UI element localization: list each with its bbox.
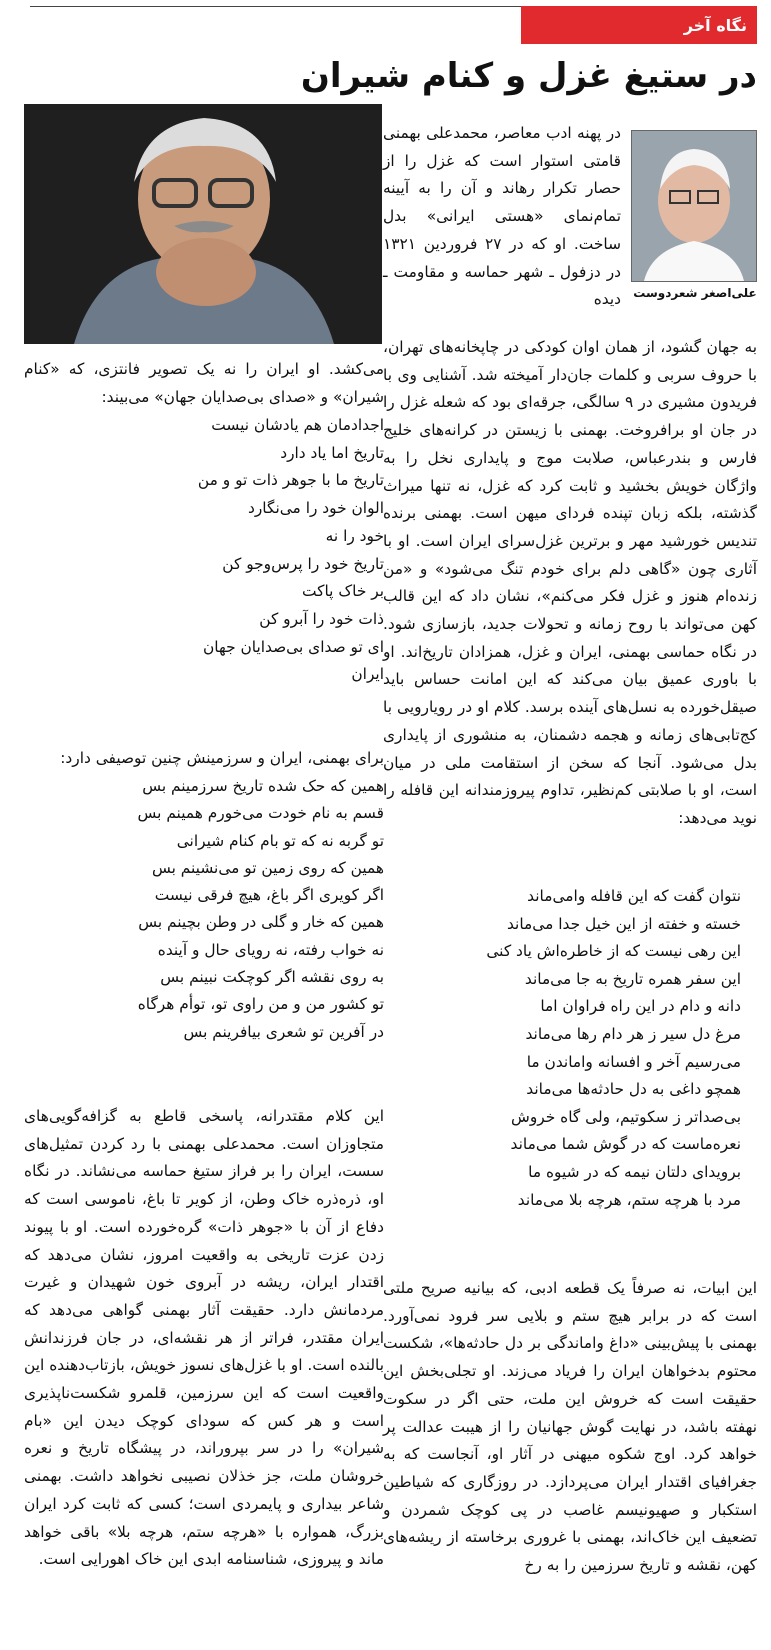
poem-line: قسم به نام خودت می‌خورم همینم بس <box>137 804 384 823</box>
article-text-left-intro: برای بهمنی، ایران و سرزمینش چنین توصیفی دارد: <box>60 749 384 767</box>
poem-line: تو گربه نه که تو بام کنام شیرانی <box>176 831 384 850</box>
author-photo <box>631 130 757 282</box>
article-text-left-top: می‌کشد. او ایران را نه یک تصویر فانتزی، که «کنام شیران» و «صدای بی‌صدایان جهان» می‌بیند: <box>24 360 384 406</box>
poem-line: دانه و دام در این راه فراوان اما <box>540 997 741 1016</box>
poet-portrait-photo <box>24 104 382 344</box>
poem-line: می‌رسیم آخر و افسانه واماندن ما <box>526 1052 741 1071</box>
poem-line: نتوان گفت که این قافله وامی‌ماند <box>527 887 741 905</box>
poem-line: خود را نه <box>325 526 384 545</box>
poem-left-second <box>24 773 384 1046</box>
poem-line: اجدادمان هم یادشان نیست <box>211 416 384 434</box>
poem-line: تاریخ ما با جوهر ذات تو و من <box>197 471 384 490</box>
author-name: علی‌اصغر شعردوست <box>633 286 757 300</box>
poem-line: این رهی نیست که از خاطره‌اش یاد کنی <box>486 942 741 961</box>
poem-line: بی‌صداتر ز سکوتیم، ولی گاه خروش <box>511 1107 741 1126</box>
poem-line: تو کشور من و من راوی تو، توأم هرگاه <box>137 995 384 1014</box>
article-text-left-end: این کلام مقتدرانه، پاسخی قاطع به گزافه‌گویی‌های متجاوزان است. محمدعلی بهمنی با رد کردن تمثیل‌های سست، ایران را بر فراز ستیغ حماسه می‌نشاند. در نگاه او، ذره‌ذره خاک وطن، از کویر تا باغ، ناموسی است که دفاع از آن با «جوهر ذات» گره‌خورده است. او با پیوند زدن عزت تاریخی به واقعیت امروز، نشان می‌دهد که اقتدار ایران، ریشه در آبروی خون شهیدان و غیرت مردمانش دارد. حقیقت آثار بهمنی گواهی می‌دهد که ایران مقتدر، فراتر از هر نقشه‌ای، در جان فرزندانش بالنده است. او با غزل‌های نسوز خویش، بازتاب‌دهنده این واقعیت است که این سرزمین، قلمرو شکست‌ناپذیری است و هر کس که سودای کوچک دیدن این «بام شیران» را در سر بپروراند، در پیشگاه تاریخ و نعره خروشان ملت، جز خذلان نصیبی نخواهد داشت. بهمنی شاعر بیداری و پایمردی است؛ کسی که ثابت کرد ایران بزرگ، همواره با «هرچه ستم، هرچه بلا» باقی خواهد ماند و پیروزی، شناسنامه ابدی این خاک اهورایی است. <box>24 1107 384 1569</box>
poem-line: همین که خار و گلی در وطن بچینم بس <box>138 913 384 932</box>
article-text-right-main: به جهان گشود، از همان اوان کودکی در چاپخانه‌های تهران، با حروف سربی و کلمات جان‌دار آمیخته شد. آشنایی وی با فریدون مشیری در ۹ سالگی، جرقه‌ای بود که شعله غزل را در جان او برافروخت. بهمنی با زیستن در کرانه‌های خلیج فارس و بندرعباس، صلابت موج و پایداری نخل را به واژگان خویش بخشید و ثابت کرد که غزل، نه تنها میراث گذشته، بلکه زبان تپنده فردای میهن است. بهمنی برنده تندیس خورشید مهر و برترین غزل‌سرای ایران است. او با آثاری چون «گاهی دلم برای خودم تنگ می‌شود» و «من زنده‌ام هنوز و غزل فکر می‌کنم»، نشان داد که این قالب کهن می‌تواند با روح زمانه و تحولات جدید، بازسازی شود. در نگاه حماسی بهمنی، ایران و غزل، همزادان تاریخ‌اند. او با باوری عمیق بیان می‌کند که این امانت حساس باید صیقل‌خورده به نسل‌های آینده برسد. کلام او در رویارویی با کج‌تابی‌های زمانه و هجمه دشمنان، به منشوری از پایداری بدل می‌شود. آنجا که سخن از استقامت ملی در میان است، او با صلابتی کم‌نظیر، تداوم پیروزمندانه این قافله را نوید می‌دهد: <box>383 338 757 827</box>
poem-line: ایران <box>351 665 384 684</box>
poem-line: تاریخ خود را پرس‌وجو کن <box>222 554 384 573</box>
headline: در ستیغ غزل و کنام شیران <box>300 56 757 96</box>
poem-line: الوان خود را می‌نگارد <box>247 499 384 518</box>
poem-line: تاریخ اما یاد دارد <box>280 443 384 462</box>
poem-line: اگر کویری اگر باغ، هیچ فرقی نیست <box>154 886 384 905</box>
poem-right-column <box>383 883 741 1214</box>
poem-line: ذات خود را آبرو کن <box>259 609 384 628</box>
poem-line: این سفر همره تاریخ به جا می‌ماند <box>524 969 741 988</box>
poem-line: در آفرین تو شعری بیافرینم بس <box>183 1022 384 1041</box>
article-text-right-end: این ابیات، نه صرفاً یک قطعه ادبی، که بیانیه صریح ملتی است که در برابر هیچ ستم و بلایی سر فرود نمی‌آورد. بهمنی با پیش‌بینی «داغ واماندگی بر دل حادثه‌ها»، شکست محتوم بدخواهان ایران را فریاد می‌زند. او تجلی‌بخش این حقیقت است که خروش این ملت، حتی اگر در سکوت نهفته باشد، در نهایت گوش جهانیان را از هیبت عدالت پر خواهد کرد. اوج شکوه میهنی در آثار او، آنجاست که به جغرافیای اقتدار ایران می‌پردازد. در روزگاری که شیاطین استکبار و صهیونیسم غاصب در پی کوچک شمردن و تضعیف این خاک‌اند، بهمنی با غروری برخاسته از ریشه‌های کهن، نقشه و تاریخ سرزمین را به رخ <box>383 1279 757 1575</box>
poem-line: همچو داغی به دل حادثه‌ها می‌ماند <box>526 1080 741 1099</box>
poem-line: برویدای دلتان نیمه که در شیوه ما <box>528 1162 741 1181</box>
poem-line: مرد با هرچه ستم، هرچه بلا می‌ماند <box>517 1190 741 1209</box>
poem-left-first <box>24 412 384 689</box>
section-label: نگاه آخر <box>521 6 757 44</box>
poem-line: همین که روی زمین تو می‌نشینم بس <box>151 858 384 877</box>
poem-line: مرغ دل سیر ز هر دام رها می‌ماند <box>525 1024 741 1043</box>
poem-line: همین که حک شده تاریخ سرزمینم بس <box>142 777 384 795</box>
article-text-right-top: در پهنه ادب معاصر، محمدعلی بهمنی قامتی استوار است که غزل را از حصار تکرار رهاند و آن را به آیینه تمام‌نمای «هستی ایرانی» بدل ساخت. او که در ۲۷ فروردین ۱۳۲۱ در دزفول ـ شهر حماسه و مقاومت ـ دیده <box>383 124 622 309</box>
poem-line: بر خاک پاکت <box>302 582 384 601</box>
poem-line: به روی نقشه اگر کوچکت نبینم بس <box>160 968 384 987</box>
poem-line: خسته و خفته از این خیل جدا می‌ماند <box>506 914 741 933</box>
poem-line: نه خواب رفته، نه رویای حال و آینده <box>157 940 384 959</box>
poem-line: ای تو صدای بی‌صدایان جهان <box>202 637 384 656</box>
poem-line: نعره‌ماست که در گوش شما می‌ماند <box>510 1135 741 1154</box>
